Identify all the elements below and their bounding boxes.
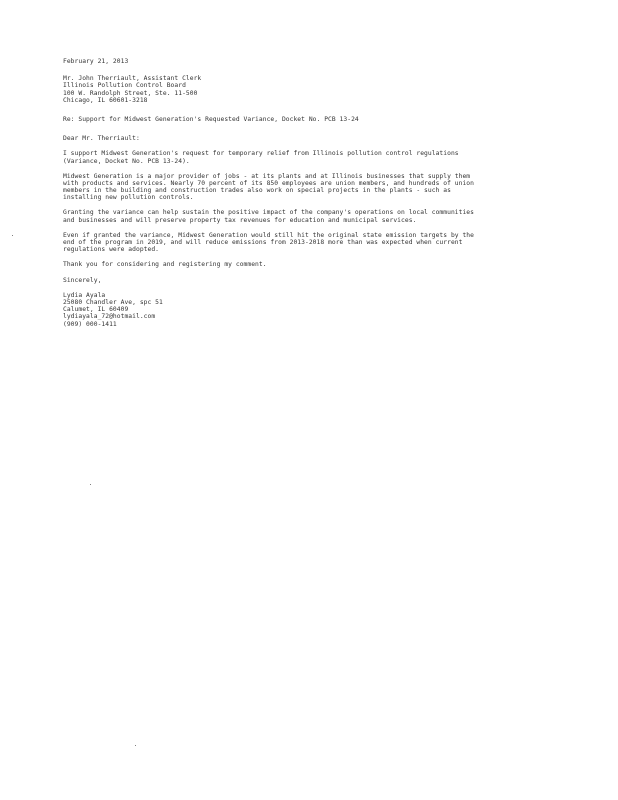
recipient-line: Chicago, IL 60601-3218 — [63, 96, 148, 104]
paragraph-line: Granting the variance can help sustain the positive impact of the company's operations on local communities — [63, 209, 474, 217]
paragraph-line: members in the building and construction trades also work on special projects in the plants - such as — [63, 187, 451, 195]
paragraph — [63, 173, 563, 202]
scan-speck — [135, 745, 136, 746]
signature-name: Lydia Ayala — [63, 291, 106, 299]
paragraph-line: regulations were adopted. — [63, 246, 160, 254]
salutation: Dear Mr. Therriault: — [63, 135, 140, 143]
signature-email: lydiayala_72@hotmail.com — [63, 313, 156, 321]
signature-address-line: Calumet, IL 60409 — [63, 306, 129, 314]
letter-date: February 21, 2013 — [63, 58, 129, 65]
paragraph-line: with products and services. Nearly 70 percent of its 850 employees are union members, and hundreds of union — [63, 179, 474, 187]
paragraph-line: and businesses and will preserve property tax revenues for education and municipal services. — [63, 216, 417, 224]
letter-body — [63, 58, 563, 328]
paragraph-line: (Variance, Docket No. PCB 13-24). — [63, 157, 190, 165]
subject-line: Re: Support for Midwest Generation's Requested Variance, Docket No. PCB 13-24 — [63, 115, 359, 123]
signature-phone: (909) 000-1411 — [63, 320, 117, 328]
paragraph-line: installing new pollution controls. — [63, 194, 194, 202]
closing: Sincerely, — [63, 276, 102, 284]
paragraph-line: I support Midwest Generation's request for temporary relief from Illinois pollution control regulations — [63, 150, 459, 158]
paragraph-line: Thank you for considering and registering my comment. — [63, 261, 267, 269]
scan-speck — [12, 235, 13, 236]
paragraph — [63, 232, 563, 254]
signature-block — [63, 292, 563, 328]
recipient-line: Illinois Pollution Control Board — [63, 82, 186, 90]
paragraph-line: Midwest Generation is a major provider of jobs - at its plants and at Illinois businesses that supply them — [63, 172, 471, 180]
scan-speck — [90, 484, 91, 485]
recipient-line: 100 W. Randolph Street, Ste. 11-500 — [63, 89, 198, 97]
paragraph-line: end of the program in 2019, and will reduce emissions from 2013-2018 more than was expected when current — [63, 239, 463, 246]
paragraph-line: Even if granted the variance, Midwest Generation would still hit the original state emission targets by the — [63, 231, 474, 239]
recipient-address — [63, 75, 563, 104]
signature-address-line: 25080 Chandler Ave, spc 51 — [63, 298, 163, 306]
paragraph — [63, 209, 563, 223]
recipient-line: Mr. John Therriault, Assistant Clerk — [63, 75, 202, 83]
paragraph — [63, 150, 563, 164]
paragraph — [63, 261, 563, 268]
